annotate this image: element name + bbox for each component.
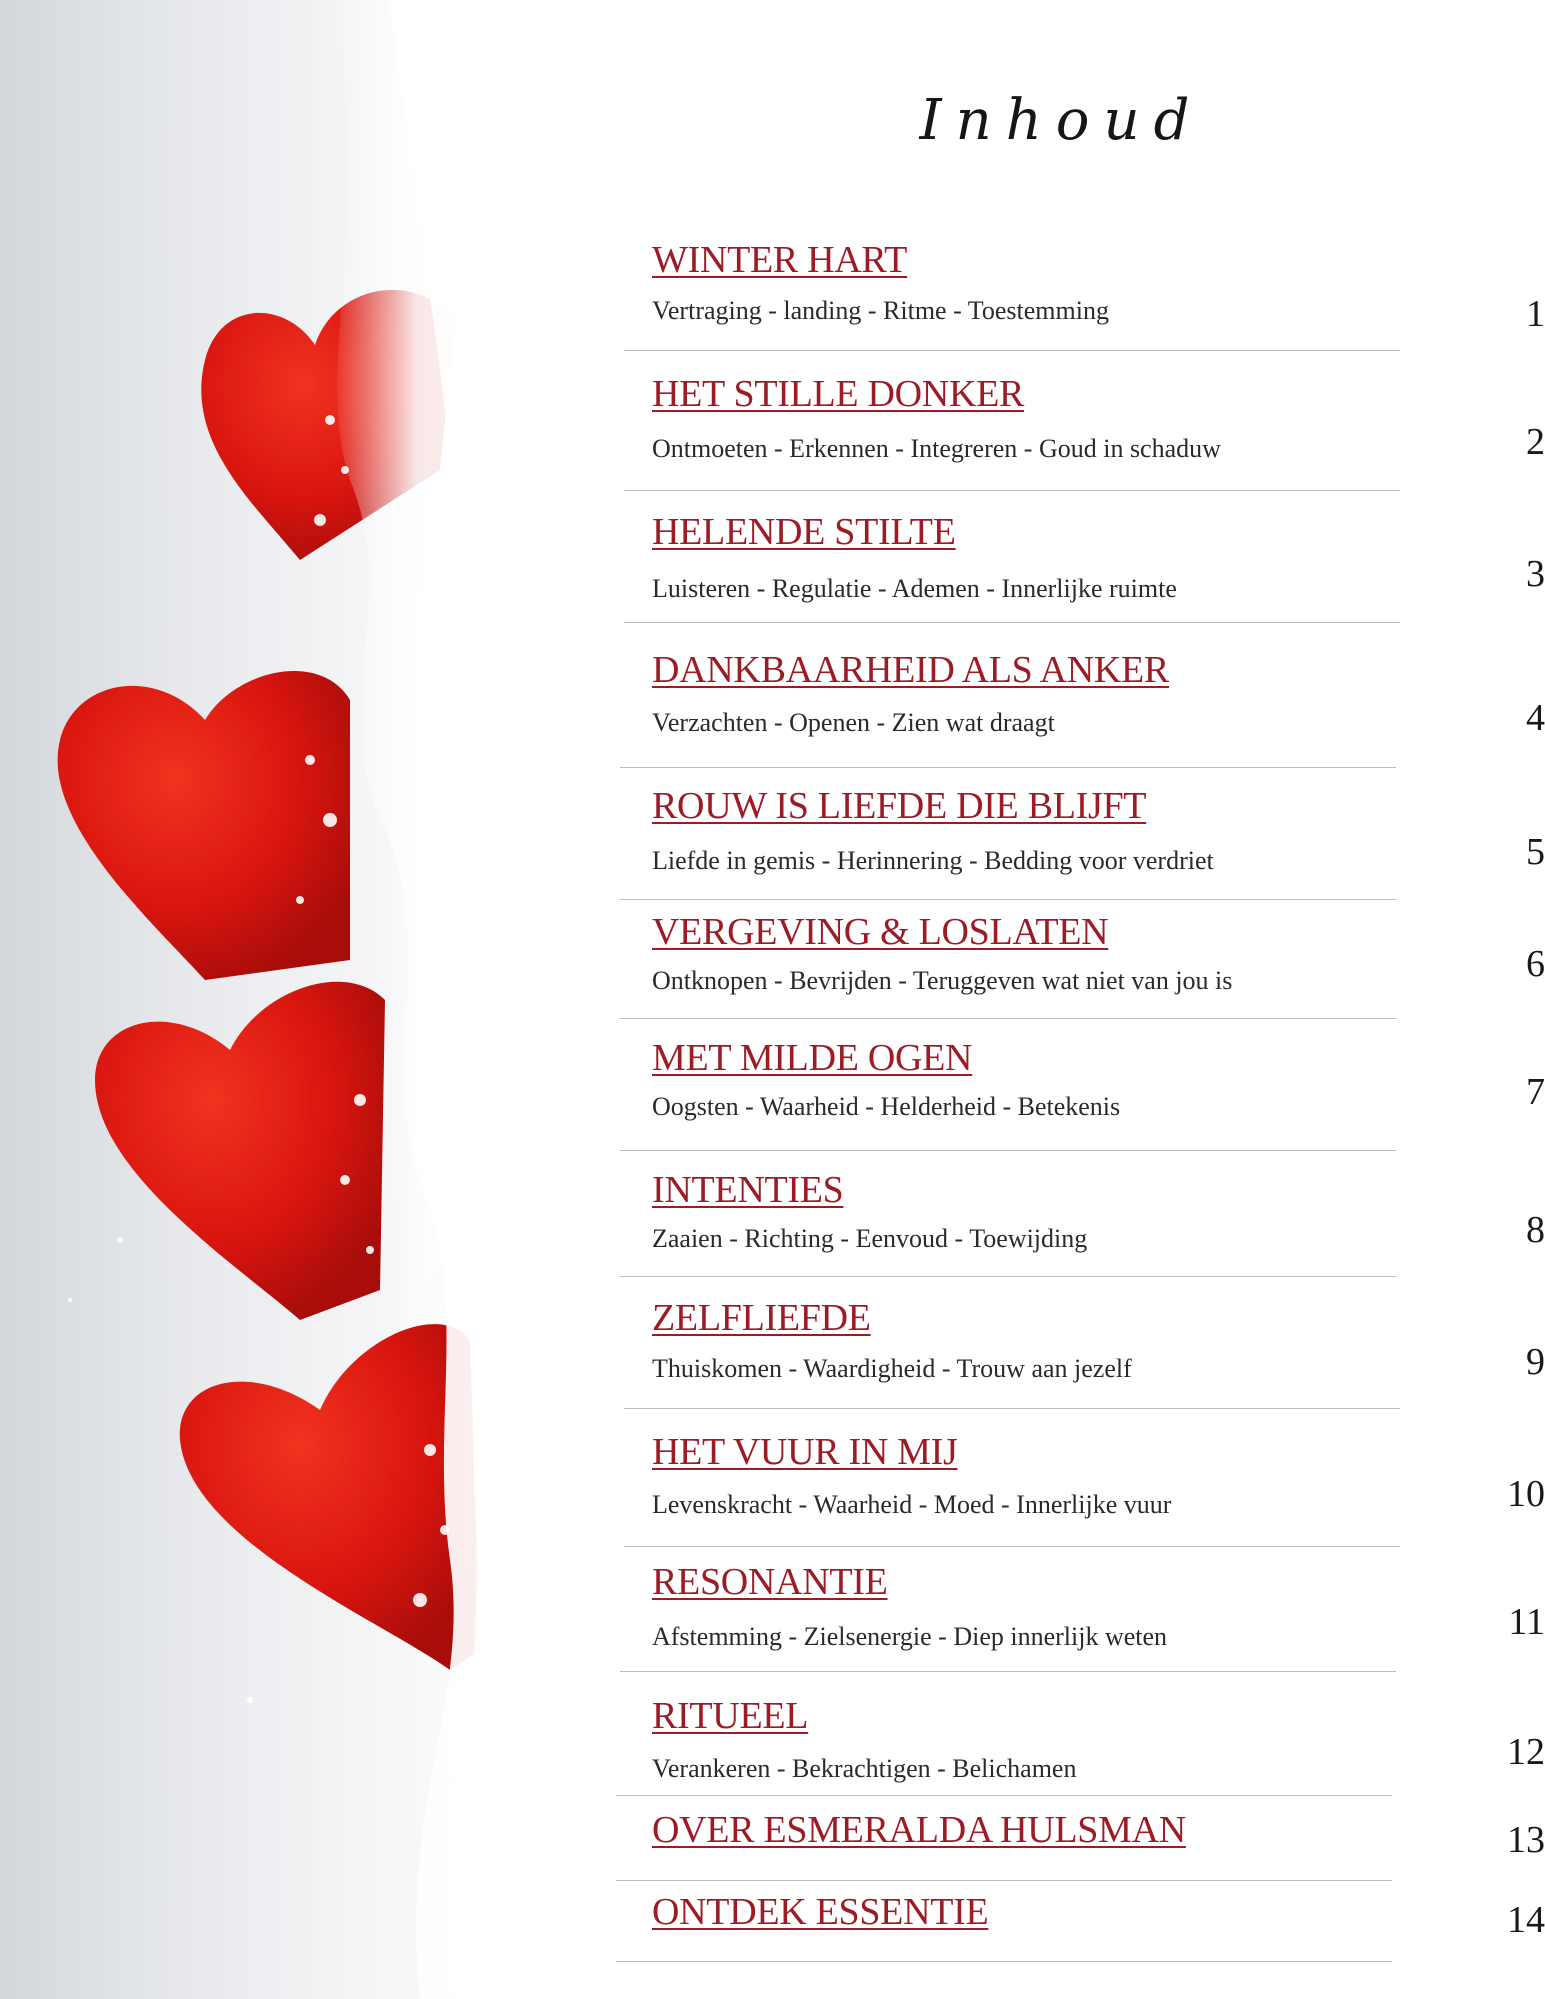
hearts-illustration xyxy=(0,0,578,1999)
entry-page-number: 11 xyxy=(1508,1601,1545,1643)
entry-subtitle: Levenskracht - Waarheid - Moed - Innerlijke vuur xyxy=(652,1490,1172,1519)
entry-subtitle: Verzachten - Openen - Zien wat draagt xyxy=(652,708,1055,737)
entry-page-number: 8 xyxy=(1526,1209,1545,1251)
entry-page-number: 3 xyxy=(1526,553,1545,595)
entry-title[interactable]: DANKBAARHEID ALS ANKER xyxy=(652,649,1169,691)
entry-subtitle: Afstemming - Zielsenergie - Diep innerlijk weten xyxy=(652,1622,1168,1651)
entry-page-number: 9 xyxy=(1526,1341,1545,1383)
entry-page-number: 4 xyxy=(1526,697,1545,739)
divider xyxy=(616,1880,1392,1881)
entry-page-number: 12 xyxy=(1507,1731,1545,1773)
entry-title[interactable]: VERGEVING & LOSLATEN xyxy=(652,911,1109,953)
page-title: Inhoud xyxy=(919,88,1204,153)
entry-page-number: 6 xyxy=(1526,943,1545,985)
divider xyxy=(616,1795,1392,1796)
entry-subtitle: Thuiskomen - Waardigheid - Trouw aan jezelf xyxy=(652,1354,1132,1383)
entry-page-number: 10 xyxy=(1507,1473,1545,1515)
divider xyxy=(624,490,1400,491)
divider xyxy=(620,767,1396,768)
snow-hearts-photo xyxy=(0,0,578,1999)
heart-3 xyxy=(95,982,385,1320)
entry-subtitle: Zaaien - Richting - Eenvoud - Toewijding xyxy=(652,1224,1088,1253)
entry-subtitle: Verankeren - Bekrachtigen - Belichamen xyxy=(652,1754,1077,1783)
divider xyxy=(620,1276,1396,1277)
entry-title[interactable]: RITUEEL xyxy=(652,1695,809,1737)
entry-subtitle: Vertraging - landing - Ritme - Toestemming xyxy=(652,296,1109,325)
entry-page-number: 13 xyxy=(1507,1819,1545,1861)
divider xyxy=(620,1150,1396,1151)
heart-2 xyxy=(58,671,350,980)
entry-title[interactable]: INTENTIES xyxy=(652,1169,844,1211)
entry-page-number: 1 xyxy=(1526,293,1545,335)
entry-page-number: 14 xyxy=(1507,1899,1545,1941)
entry-title[interactable]: ROUW IS LIEFDE DIE BLIJFT xyxy=(652,785,1147,827)
entry-title[interactable]: RESONANTIE xyxy=(652,1561,888,1603)
entry-subtitle: Ontknopen - Bevrijden - Teruggeven wat niet van jou is xyxy=(652,966,1233,995)
entry-title[interactable]: WINTER HART xyxy=(652,239,908,281)
divider xyxy=(616,1961,1392,1962)
entry-subtitle: Liefde in gemis - Herinnering - Bedding voor verdriet xyxy=(652,846,1214,875)
entry-title[interactable]: OVER ESMERALDA HULSMAN xyxy=(652,1809,1186,1851)
entry-title[interactable]: HELENDE STILTE xyxy=(652,511,956,553)
divider xyxy=(624,1546,1400,1547)
entry-title[interactable]: ZELFLIEFDE xyxy=(652,1297,871,1339)
heart-4 xyxy=(180,1324,480,1670)
divider xyxy=(620,1018,1396,1019)
entry-title[interactable]: MET MILDE OGEN xyxy=(652,1037,973,1079)
divider xyxy=(624,1408,1400,1409)
entry-page-number: 5 xyxy=(1526,831,1545,873)
entry-subtitle: Luisteren - Regulatie - Ademen - Innerlijke ruimte xyxy=(652,574,1177,603)
entry-title[interactable]: ONTDEK ESSENTIE xyxy=(652,1891,989,1933)
divider xyxy=(624,622,1400,623)
entry-title[interactable]: HET STILLE DONKER xyxy=(652,373,1025,415)
entry-title[interactable]: HET VUUR IN MIJ xyxy=(652,1431,958,1473)
table-of-contents xyxy=(578,0,1545,1999)
entry-page-number: 2 xyxy=(1526,421,1545,463)
divider xyxy=(624,350,1400,351)
entry-page-number: 7 xyxy=(1526,1071,1545,1113)
entry-subtitle: Oogsten - Waarheid - Helderheid - Betekenis xyxy=(652,1092,1121,1121)
divider xyxy=(620,899,1396,900)
entry-subtitle: Ontmoeten - Erkennen - Integreren - Goud in schaduw xyxy=(652,434,1221,463)
divider xyxy=(620,1671,1396,1672)
